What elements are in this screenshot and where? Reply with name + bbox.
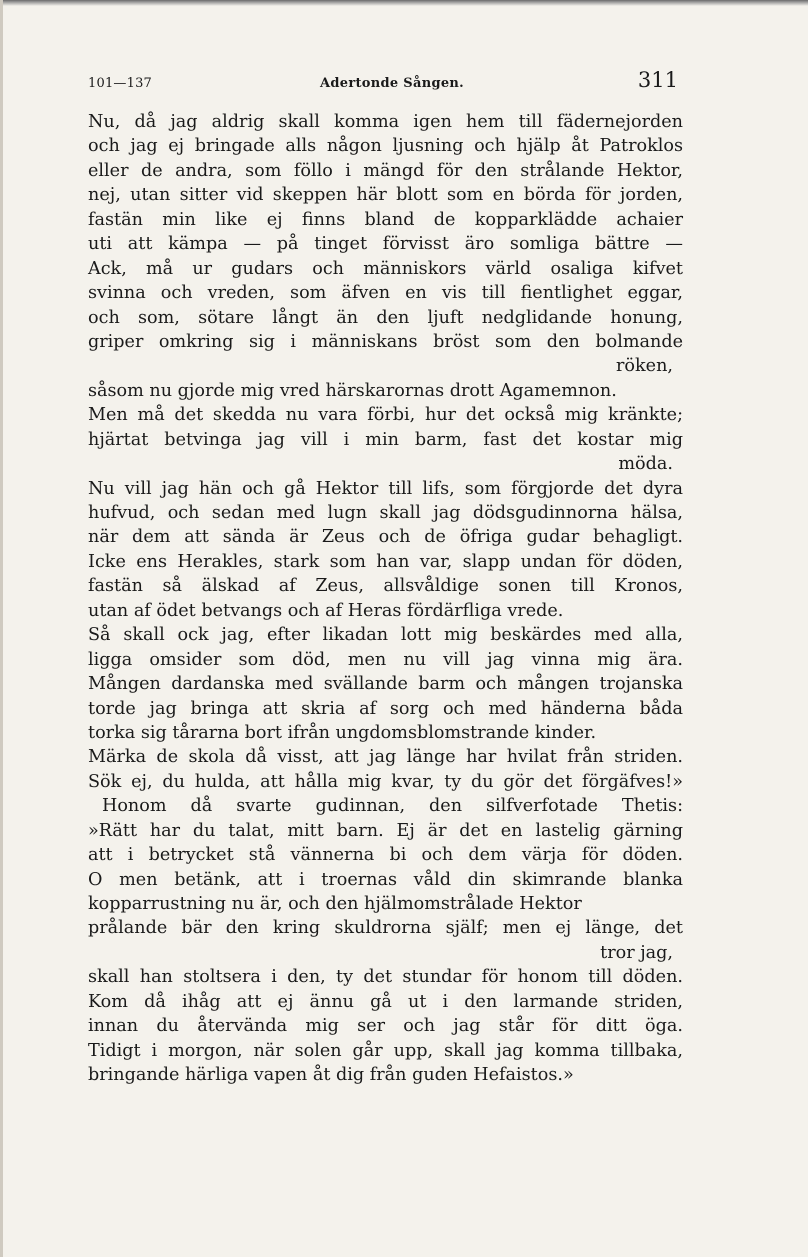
- verse-line: nej, utan sitter vid skeppen här blott som en börda för jorden,: [88, 185, 683, 206]
- verse-line: ligga omsider som död, men nu vill jag vinna mig ära.: [88, 649, 683, 670]
- verse-line: när dem att sända är Zeus och de öfriga gudar behagligt.: [88, 527, 683, 548]
- verse-line: att i betrycket stå vännerna bi och dem värja för döden.: [88, 845, 683, 866]
- verse-line: O men betänk, att i troernas våld din skimrande blanka: [88, 869, 683, 890]
- verse-line: fastän min like ej finns bland de kopparklädde achaier: [88, 209, 683, 230]
- verse-line: »Rätt har du talat, mitt barn. Ej är det en lastelig gärning: [88, 820, 683, 841]
- verse-line: Tidigt i morgon, när solen går upp, skall jag komma tillbaka,: [88, 1040, 683, 1061]
- verse-line: Men må det skedda nu vara förbi, hur det också mig kränkte;: [88, 405, 683, 426]
- verse-line: Nu vill jag hän och gå Hektor till lifs, som förgjorde det dyra: [88, 478, 683, 499]
- verse-line: hjärtat betvinga jag vill i min barm, fast det kostar mig: [88, 429, 683, 450]
- verse-line: Nu, då jag aldrig skall komma igen hem till fädernejorden: [88, 112, 683, 132]
- verse-line: skall han stoltsera i den, ty det stundar för honom till döden.: [88, 967, 683, 988]
- verse-line: utan af ödet betvangs och af Heras fördärfliga vrede.: [88, 600, 564, 621]
- verse-line: hufvud, och sedan med lugn skall jag dödsgudinnorna hälsa,: [88, 503, 683, 523]
- verse-line: Mången dardanska med svällande barm och mången trojanska: [88, 674, 683, 695]
- page-number: 311: [637, 68, 678, 92]
- verse-line-overflow: tror jag,: [600, 942, 673, 963]
- verse-line: svinna och vreden, som äfven en vis till fientlighet eggar,: [88, 283, 683, 304]
- chapter-title: Adertonde Sången.: [320, 76, 465, 91]
- verse-line: Kom då ihåg att ej ännu gå ut i den larmande striden,: [88, 991, 683, 1012]
- verse-line: Sök ej, du hulda, att hålla mig kvar, ty du gör det förgäfves!»: [88, 771, 683, 792]
- poem-text: [88, 110, 683, 1088]
- verse-line: prålande bär den kring skuldrorna själf; men ej länge, det: [88, 918, 683, 939]
- verse-line: innan du återvända mig ser och jag står för ditt öga.: [88, 1016, 683, 1037]
- verse-line: Honom då svarte gudinnan, den silfverfotade Thetis:: [102, 796, 683, 817]
- verse-line: Icke ens Herakles, stark som han var, slapp undan för döden,: [88, 551, 683, 572]
- verse-line: uti att kämpa — på tinget förvisst äro somliga bättre —: [88, 234, 683, 255]
- verse-line: och jag ej bringade alls någon ljusning och hjälp åt Patroklos: [88, 136, 683, 157]
- verse-line: fastän så älskad af Zeus, allsvåldige sonen till Kronos,: [88, 576, 683, 597]
- verse-line: kopparrustning nu är, och den hjälmomstrålade Hektor: [88, 894, 582, 914]
- verse-line-overflow: möda.: [618, 454, 673, 475]
- verse-line: Märka de skola då visst, att jag länge har hvilat från striden.: [88, 747, 683, 768]
- verse-line-overflow: röken,: [616, 356, 673, 377]
- verse-line: torka sig tårarna bort ifrån ungdomsblomstrande kinder.: [88, 722, 597, 743]
- running-head: [88, 64, 678, 100]
- verse-line: eller de andra, som föllo i mängd för den strålande Hektor,: [88, 160, 683, 181]
- verse-line: Ack, må ur gudars och människors värld osaliga kifvet: [88, 258, 683, 279]
- scan-top-edge: [0, 0, 808, 6]
- verse-line: griper omkring sig i människans bröst som den bolmande: [88, 331, 683, 352]
- verse-range: 101—137: [88, 76, 153, 91]
- verse-line: torde jag bringa att skria af sorg och med händerna båda: [88, 698, 683, 719]
- verse-line: bringande härliga vapen åt dig från guden Hefaistos.»: [88, 1065, 574, 1086]
- verse-line: såsom nu gjorde mig vred härskarornas drott Agamemnon.: [88, 380, 617, 401]
- verse-line: och som, sötare långt än den ljuft nedglidande honung,: [88, 307, 683, 328]
- verse-line: Så skall ock jag, efter likadan lott mig beskärdes med alla,: [88, 625, 683, 646]
- scan-left-edge: [0, 0, 3, 1257]
